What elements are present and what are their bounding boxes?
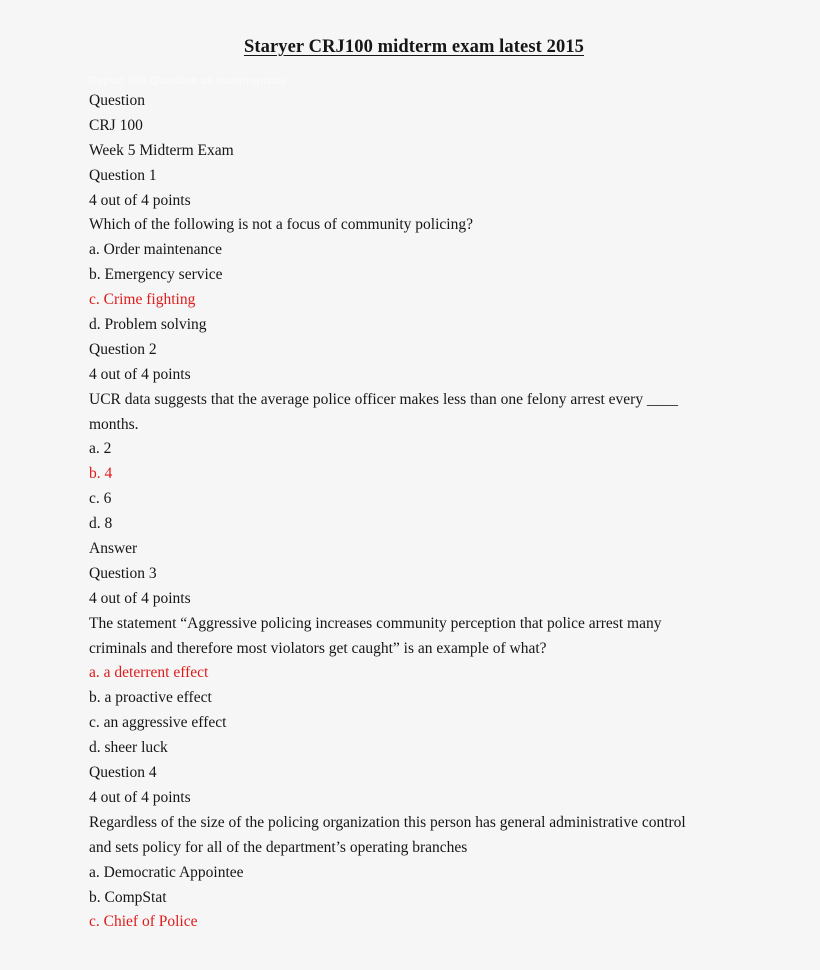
- text-line: Which of the following is not a focus of community policing?: [89, 216, 473, 234]
- text-line: Question 2: [89, 340, 157, 358]
- answer-line: c. Chief of Police: [89, 913, 198, 931]
- text-line: Question 4: [89, 764, 157, 782]
- text-line: 4 out of 4 points: [89, 191, 191, 209]
- text-line: Question 1: [89, 166, 157, 184]
- text-line: d. 8: [89, 515, 113, 533]
- text-line: a. Order maintenance: [89, 241, 222, 259]
- text-line: b. Emergency service: [89, 266, 223, 284]
- text-line: The statement “Aggressive policing increases community perception that police arrest many: [89, 614, 662, 632]
- text-line: months.: [89, 415, 139, 433]
- text-line: d. Problem solving: [89, 316, 207, 334]
- text-line: 4 out of 4 points: [89, 788, 191, 806]
- text-line: a. Democratic Appointee: [89, 863, 244, 881]
- text-line: d. sheer luck: [89, 739, 168, 757]
- text-line: 4 out of 4 points: [89, 365, 191, 383]
- text-line: Week 5 Midterm Exam: [89, 141, 234, 159]
- text-line: Question: [89, 92, 145, 109]
- text-line: b. CompStat: [89, 888, 167, 906]
- answer-line: b. 4: [89, 465, 113, 483]
- text-line: Question 3: [89, 564, 157, 582]
- text-line: Answer: [89, 540, 138, 558]
- text-line: UCR data suggests that the average police officer makes less than one felony arrest every ____: [89, 390, 678, 408]
- text-line: b. a proactive effect: [89, 689, 212, 707]
- hidden-header-text: Report this Question as Inappropriate: [89, 75, 287, 87]
- document-title: Staryer CRJ100 midterm exam latest 2015: [243, 37, 585, 57]
- text-line: Regardless of the size of the policing organization this person has general administrative control: [89, 813, 686, 831]
- text-line: 4 out of 4 points: [89, 589, 191, 607]
- text-line: and sets policy for all of the department’s operating branches: [89, 838, 468, 856]
- text-line: c. an aggressive effect: [89, 714, 227, 732]
- answer-line: c. Crime fighting: [89, 291, 196, 309]
- text-line: c. 6: [89, 490, 112, 508]
- text-line: criminals and therefore most violators get caught” is an example of what?: [89, 639, 547, 657]
- text-line: CRJ 100: [89, 116, 143, 134]
- document-body: [89, 89, 749, 935]
- text-line: a. 2: [89, 440, 112, 458]
- answer-line: a. a deterrent effect: [89, 664, 209, 682]
